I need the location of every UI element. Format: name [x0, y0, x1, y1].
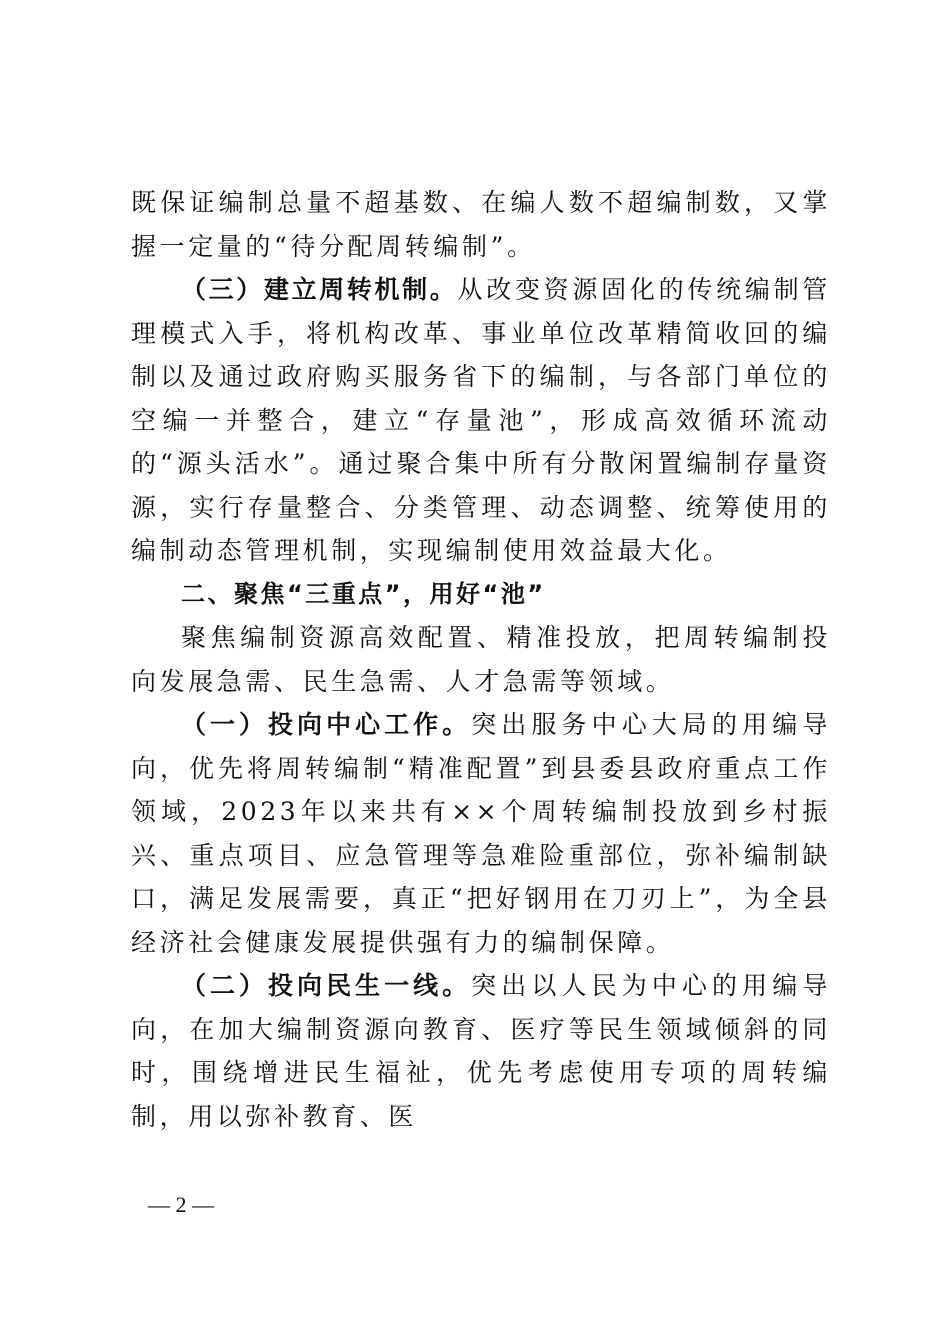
item-lead-3: （三）建立周转机制。	[181, 275, 458, 304]
item-lead-1: （一）投向中心工作。	[181, 710, 472, 739]
item-text-1: 突出服务中心大局的用编导向，优先将周转编制“精准配置”到县委县政府重点工作领域，2023年以来共有××个周转编制投放到乡村振兴、重点项目、应急管理等急难险重部位，弥补编制缺口，满足发展需要，真正“把好钢用在刀刃上”，为全县经济社会健康发展提供强有力的编制保障。	[131, 710, 831, 957]
paragraph-livelihood	[131, 964, 831, 1138]
page-number: — 2 —	[148, 1192, 214, 1217]
paragraph-central-work	[131, 703, 831, 964]
item-lead-2: （二）投向民生一线。	[181, 971, 472, 1000]
item-text-3: 从改变资源固化的传统编制管理模式入手，将机构改革、事业单位改革精简收回的编制以及通过政府购买服务省下的编制，与各部门单位的空编一并整合，建立“存量池”，形成高效循环流动的“源头活水”。通过聚合集中所有分散闲置编制存量资源，实行存量整合、分类管理、动态调整、统筹使用的编制动态管理机制，实现编制使用效益最大化。	[131, 275, 831, 565]
section-heading-2: 二、聚焦“三重点”，用好“池”	[181, 579, 546, 608]
item-text-2: 突出以人民为中心的用编导向，在加大编制资源向教育、医疗等民生领域倾斜的同时，围绕增进民生福祉，优先考虑使用专项的周转编制，用以弥补教育、医	[131, 971, 831, 1131]
paragraph-continuation: 既保证编制总量不超基数、在编人数不超编制数，又掌握一定量的“待分配周转编制”。	[131, 188, 831, 261]
document-body	[131, 181, 831, 1138]
paragraph-section-intro: 聚焦编制资源高效配置、精准投放，把周转编制投向发展急需、民生急需、人才急需等领域。	[131, 623, 831, 696]
paragraph-establish-mechanism	[131, 268, 831, 573]
